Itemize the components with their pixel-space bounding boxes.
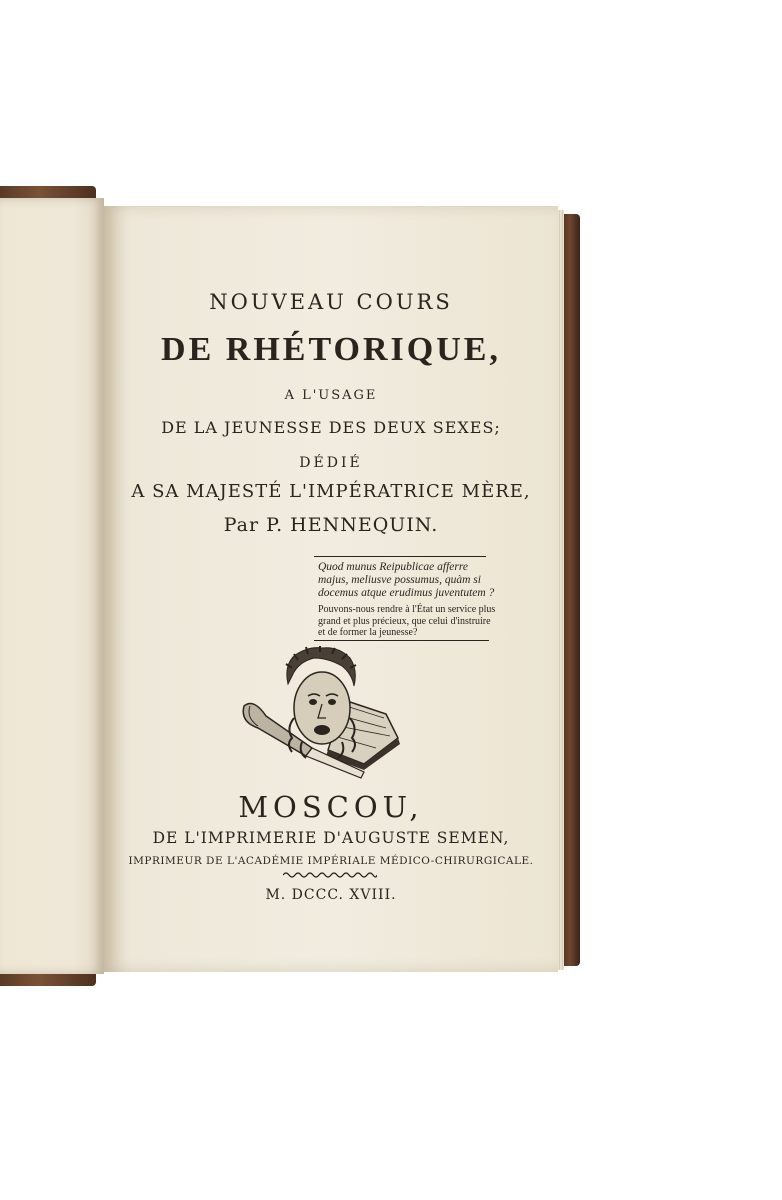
epigraph-rule-bottom	[314, 640, 489, 641]
audience-line: DE LA JEUNESSE DES DEUX SEXES;	[161, 418, 501, 437]
dedication-line: A SA MAJESTÉ L'IMPÉRATRICE MÈRE,	[131, 481, 531, 502]
place-line: MOSCOU,	[238, 790, 424, 824]
epigraph-latin: Quod munus Reipublicae afferre majus, meliusve possumus, quàm si docemus atque erudimus juventutem ?	[318, 561, 495, 599]
epigraph-french: Pouvons-nous rendre à l'État un service plus grand et plus précieux, que celui d'instruire et de former la jeunesse?	[318, 604, 496, 638]
wavy-divider	[283, 871, 377, 879]
left-page	[0, 198, 104, 974]
title-line-1: NOUVEAU COURS	[209, 290, 453, 314]
usage-line: A L'USAGE	[284, 388, 378, 403]
author-line: Par P. HENNEQUIN.	[223, 514, 439, 536]
year-line: M. DCCC. XVIII.	[265, 887, 397, 903]
engraved-vignette-mask-icon	[236, 646, 406, 782]
printer-line: DE L'IMPRIMERIE D'AUGUSTE SEMEN,	[152, 829, 510, 847]
printer-title-line: IMPRIMEUR DE L'ACADÉMIE IMPÉRIALE MÉDICO-CHIRURGICALE.	[128, 855, 534, 867]
epigraph-rule-top	[314, 556, 486, 557]
epigraph	[318, 561, 496, 639]
title-line-2: DE RHÉTORIQUE,	[161, 331, 501, 368]
dedication-label: DÉDIÉ	[299, 455, 363, 471]
